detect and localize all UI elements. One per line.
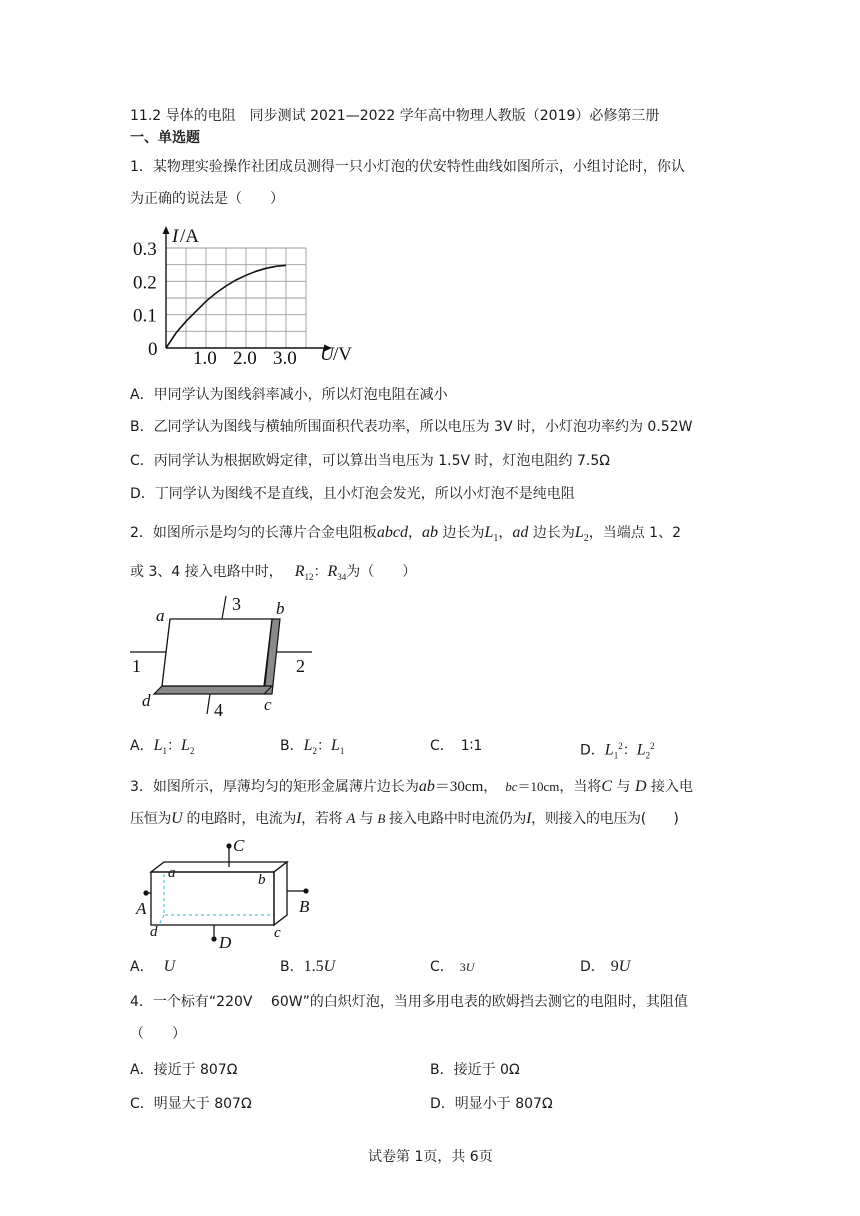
terminal-4-label: 4	[214, 700, 223, 720]
var-L: L	[331, 737, 340, 754]
q3-var-U: U	[171, 810, 183, 827]
vertex-b: b	[258, 872, 266, 888]
q2-var-R: R	[327, 563, 338, 580]
var-L: L	[153, 737, 163, 754]
q2-text: 边长为	[438, 525, 485, 541]
q3-box-figure	[134, 836, 324, 954]
q3-text: 的电路时，电流为	[182, 811, 297, 827]
coefficient: 1.5	[303, 958, 324, 975]
colon: ：	[622, 742, 637, 759]
colon: ：	[166, 738, 181, 754]
section-heading: 一、单选题	[130, 130, 200, 146]
superscript: 2	[650, 741, 655, 751]
q3-stem-line1	[130, 778, 693, 796]
q1-stem-line1: 1．某物理实验操作社团成员测得一只小灯泡的伏安特性曲线如图所示，小组讨论时，你认	[130, 159, 685, 175]
q2-text: ，当端点 1、2	[588, 525, 681, 541]
q4-option-b[interactable]: B．接近于 0Ω	[430, 1062, 520, 1078]
page-footer: 试卷第 1页，共 6页	[368, 1149, 493, 1165]
q1-option-a[interactable]: A．甲同学认为图线斜率减小，所以灯泡电阻在减小	[130, 387, 448, 403]
var-U: U	[323, 958, 336, 975]
q3-var-I: I	[296, 810, 302, 827]
q2-option-a-label: A．	[130, 738, 154, 754]
plate-bottom-face	[154, 686, 272, 694]
vertex-c: c	[264, 695, 272, 714]
q3-option-c[interactable]	[430, 958, 474, 976]
q2-subscript: 2	[583, 532, 589, 544]
q3-var-bc: bc	[505, 779, 518, 794]
terminal-1-label: 1	[132, 656, 141, 676]
q4-stem-line1: 4．一个标有“220V 60W”的白炽灯泡，当用多用电表的欧姆挡去测它的电阻时，其阻值	[130, 994, 688, 1010]
terminal-D	[211, 936, 216, 941]
x-tick-label: 1.0	[193, 348, 217, 369]
q3-text: ，若将	[301, 811, 347, 827]
q3-stem-line2	[130, 810, 678, 828]
q3-value-ab: ＝30cm	[434, 779, 484, 795]
x-axis-label-var: U	[320, 344, 334, 365]
q2-option-d-label: D．	[580, 742, 605, 759]
q2-text: ，	[408, 525, 423, 541]
q2-option-b-label: B．	[280, 738, 304, 754]
vertex-b: b	[276, 599, 285, 618]
label-D: D	[219, 933, 232, 952]
q2-var-L: L	[484, 524, 494, 541]
q2-subscript: 34	[337, 571, 347, 582]
terminal-3-lead	[222, 596, 226, 619]
q3-option-d[interactable]	[580, 958, 630, 976]
plate-top-face	[162, 619, 272, 686]
q3-var-D: D	[634, 778, 647, 795]
subscript: 2	[189, 745, 195, 756]
x-tick-label: 3.0	[273, 348, 297, 369]
q3-option-d-label: D．	[580, 959, 605, 975]
q2-option-c[interactable]: C． 1∶1	[430, 738, 483, 754]
q2-option-b[interactable]	[280, 737, 344, 760]
y-axis-label-unit: /A	[180, 226, 199, 247]
coefficient: 9	[610, 958, 619, 975]
q2-var-ab: ab	[422, 524, 439, 541]
y-tick-label: 0.3	[133, 239, 157, 261]
y-axis-label-var: I	[172, 226, 179, 247]
q3-var-I: I	[526, 810, 532, 827]
box-hidden-edge-diag	[159, 915, 164, 925]
var-L: L	[604, 741, 614, 759]
q3-text: ，	[483, 779, 498, 795]
q3-option-b-label: B．	[280, 959, 304, 975]
terminal-A	[143, 890, 148, 895]
vertex-a: a	[168, 865, 176, 881]
vertex-c: c	[274, 925, 281, 941]
q4-option-c[interactable]: C．明显大于 807Ω	[130, 1096, 252, 1112]
q2-stem-line1	[130, 524, 681, 548]
terminal-C	[226, 843, 231, 848]
q3-var-A: A	[346, 811, 356, 827]
q3-text: ，当将	[559, 779, 602, 795]
y-tick-label: 0.2	[133, 272, 157, 294]
q2-plate-figure	[130, 592, 320, 720]
q1-option-b[interactable]: B．乙同学认为图线与横轴所围面积代表功率，所以电压为 3V 时，小灯泡功率约为 0.52W	[130, 419, 693, 435]
box-right-face	[274, 862, 287, 925]
var-U: U	[465, 960, 475, 974]
q3-text: 与	[612, 779, 635, 795]
var-L: L	[303, 737, 313, 754]
subscript: 1	[613, 750, 619, 761]
var-U: U	[618, 958, 631, 975]
q2-var-abcd: abcd	[376, 524, 409, 541]
q2-stem-line2	[130, 563, 416, 586]
x-tick-label: 2.0	[233, 348, 257, 369]
label-A: A	[136, 899, 147, 918]
q2-text: ，	[498, 525, 513, 541]
subscript: 1	[339, 745, 345, 756]
label-C: C	[233, 836, 245, 855]
q2-var-ad: ad	[512, 524, 529, 541]
q4-option-a[interactable]: A．接近于 807Ω	[130, 1062, 238, 1078]
x-axis-label-unit: /V	[333, 344, 352, 365]
colon: ：	[317, 738, 332, 754]
q3-text: 压恒为	[130, 811, 172, 827]
origin-label: 0	[148, 339, 158, 360]
terminal-4-lead	[207, 694, 210, 714]
y-tick-label: 0.1	[133, 305, 157, 327]
q2-text: 或 3、4 接入电路中时，	[130, 564, 283, 580]
q2-text: 为（ ）	[346, 564, 417, 580]
q3-var-B: B	[377, 811, 385, 826]
q1-iv-chart	[128, 222, 358, 367]
subscript: 2	[312, 745, 318, 756]
y-axis-arrow	[163, 226, 170, 234]
q1-option-d[interactable]: D．丁同学认为图线不是直线，且小灯泡会发光，所以小灯泡不是纯电阻	[130, 486, 575, 502]
terminal-B	[303, 888, 308, 893]
q3-option-c-label: C．	[430, 959, 454, 975]
page-title: 11.2 导体的电阻 同步测试 2021—2022 学年高中物理人教版（2019）必修第三册	[130, 108, 660, 124]
q2-text: 2．如图所示是均匀的长薄片合金电阻板	[130, 525, 377, 541]
q3-text: 3．如图所示，厚薄均匀的矩形金属薄片边长为	[130, 779, 419, 795]
label-B: B	[299, 897, 310, 916]
coefficient: 3	[459, 960, 466, 974]
q3-var-C: C	[601, 778, 613, 795]
vertex-a: a	[156, 606, 165, 625]
vertex-d: d	[142, 691, 151, 710]
var-U: U	[163, 958, 176, 975]
q3-option-a[interactable]	[130, 958, 175, 976]
q1-stem-line2: 为正确的说法是（ ）	[130, 191, 284, 207]
chart-grid	[166, 248, 306, 348]
q3-text: 接入电	[646, 779, 693, 795]
q3-text: ，则接入的电压为( )	[531, 811, 679, 827]
q2-text: ：	[313, 564, 328, 580]
var-L: L	[636, 741, 646, 759]
q1-option-c[interactable]: C．丙同学认为根据欧姆定律，可以算出当电压为 1.5V 时，灯泡电阻约 7.5Ω	[130, 453, 610, 469]
q3-option-a-label: A．	[130, 959, 154, 975]
q2-subscript: 12	[304, 571, 314, 582]
q3-text: 接入电路中时电流仍为	[384, 811, 527, 827]
subscript: 1	[162, 745, 167, 756]
subscript: 2	[645, 750, 651, 761]
q3-value-bc: ＝10cm	[517, 779, 560, 794]
q2-option-d[interactable]	[580, 737, 655, 764]
terminal-3-label: 3	[232, 594, 241, 614]
q4-option-d[interactable]: D．明显小于 807Ω	[430, 1096, 553, 1112]
terminal-2-label: 2	[296, 656, 305, 676]
q2-option-a[interactable]	[130, 737, 194, 760]
superscript: 2	[618, 741, 623, 751]
var-L: L	[180, 737, 190, 754]
q3-var-ab: ab	[418, 778, 435, 795]
q3-option-b[interactable]	[280, 958, 335, 976]
q2-subscript: 1	[493, 532, 499, 544]
q2-text: 边长为	[528, 525, 575, 541]
q3-text: 与	[355, 811, 378, 827]
q2-var-R: R	[294, 563, 305, 580]
q2-var-L: L	[574, 524, 584, 541]
q4-stem-line2: （ ）	[130, 1026, 186, 1042]
vertex-d: d	[150, 924, 158, 940]
